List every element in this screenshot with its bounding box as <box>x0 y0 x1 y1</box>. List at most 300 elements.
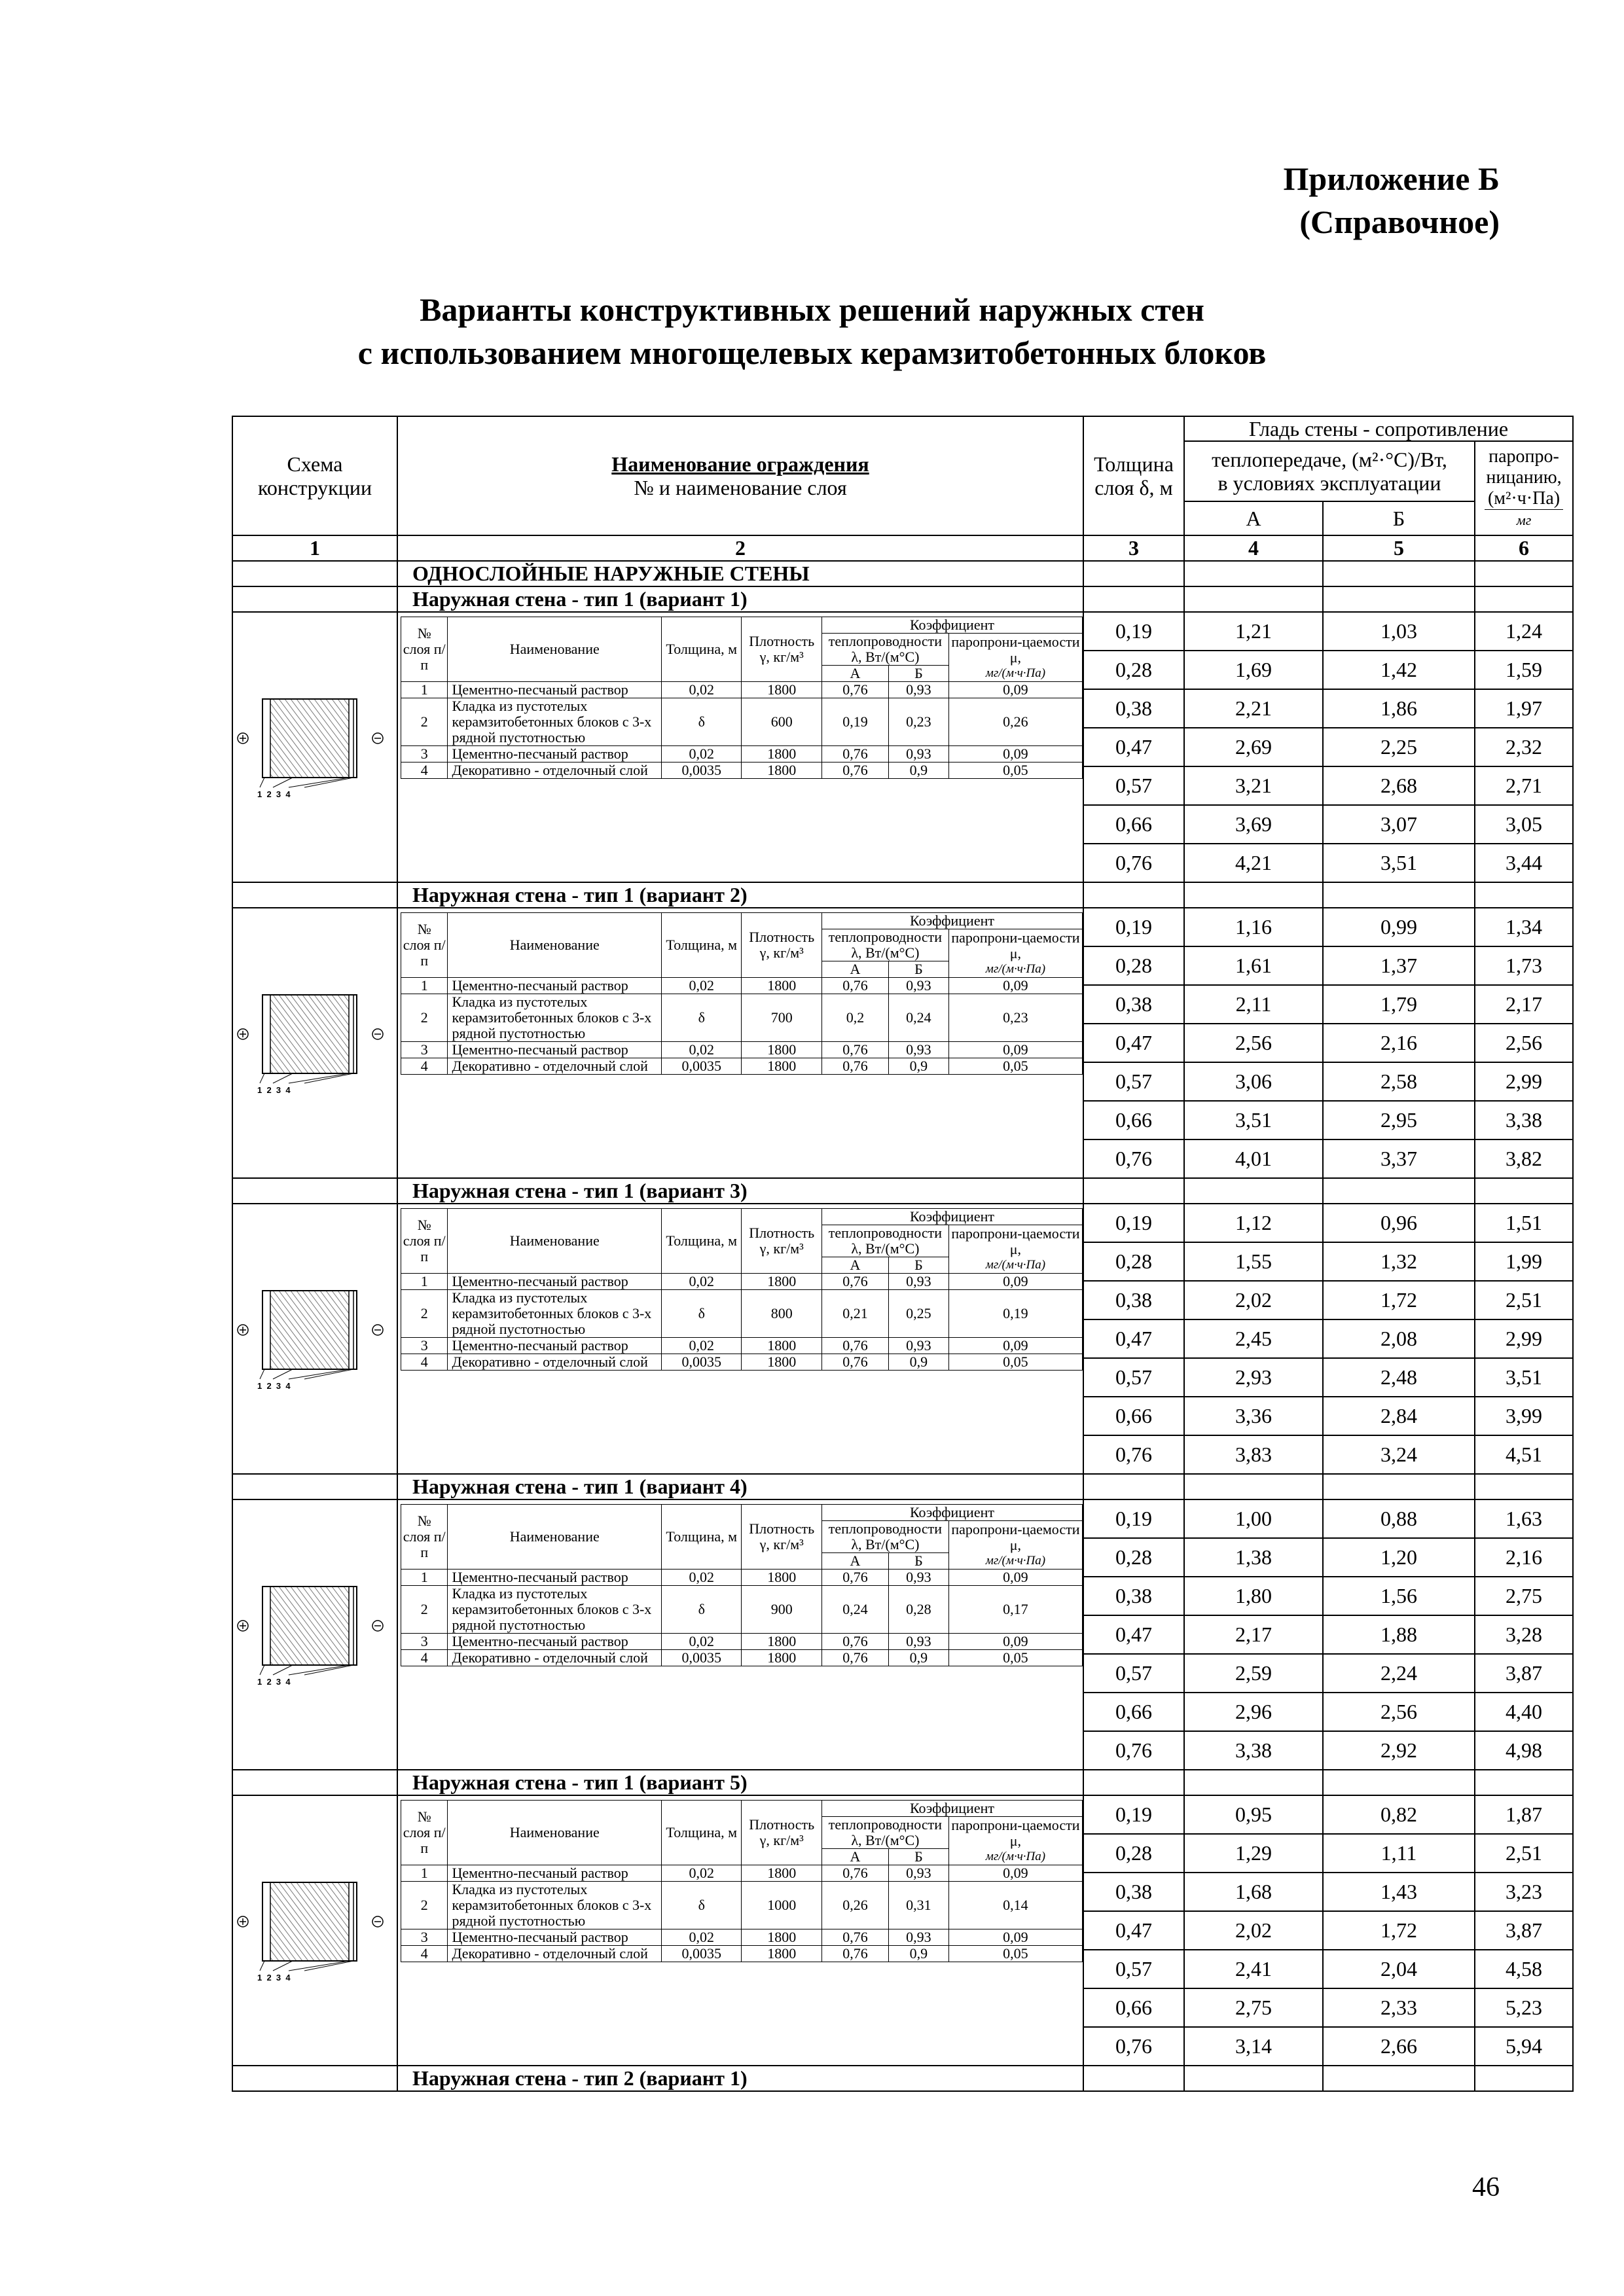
thickness-value: 0,28 <box>1083 1834 1184 1873</box>
layer-lambda-b: 0,93 <box>889 1865 949 1882</box>
layer-density: 1800 <box>742 978 821 994</box>
wall-schema <box>232 1795 397 2066</box>
thickness-value: 0,38 <box>1083 1281 1184 1319</box>
empty-cell <box>1323 2066 1475 2091</box>
thickness-value: 0,76 <box>1083 1731 1184 1770</box>
resistance-b-value: 2,92 <box>1323 1731 1475 1770</box>
layer-no: 4 <box>401 1946 448 1962</box>
layer-name: Цементно-песчаный раствор <box>448 682 662 698</box>
layer-density: 700 <box>742 994 821 1042</box>
header-schema: Схема конструкции <box>232 416 397 535</box>
layer-no: 1 <box>401 682 448 698</box>
header-vapor-label: паропро-ницанию, (м²·ч·Па) <box>1486 446 1562 509</box>
empty-cell <box>1184 1770 1323 1795</box>
layer-thickness: δ <box>662 1290 742 1338</box>
layer-mu: 0,09 <box>948 1929 1082 1946</box>
wall-schema-diagram <box>234 1863 396 1994</box>
layer-density: 1800 <box>742 1338 821 1354</box>
vapor-value: 3,87 <box>1475 1654 1573 1693</box>
vapor-value: 3,05 <box>1475 805 1573 844</box>
resistance-a-value: 2,45 <box>1184 1319 1323 1358</box>
mu-unit: мг/(м·ч·Па) <box>985 1553 1046 1568</box>
layers-header-a: А <box>821 961 888 978</box>
layer-density: 1800 <box>742 1946 821 1962</box>
value-row <box>232 1795 1573 1834</box>
layers-header-row <box>401 913 1083 929</box>
layers-header-lambda: теплопроводности λ, Вт/(м°С) <box>821 929 948 961</box>
layer-density: 1800 <box>742 1042 821 1058</box>
layers-header-a: А <box>821 666 888 682</box>
vapor-value: 1,51 <box>1475 1204 1573 1242</box>
resistance-a-value: 2,17 <box>1184 1615 1323 1654</box>
thickness-value: 0,28 <box>1083 1538 1184 1577</box>
layers-header-b: Б <box>889 1553 949 1570</box>
layer-row <box>401 762 1083 779</box>
resistance-a-value: 1,80 <box>1184 1577 1323 1615</box>
layers-header-row <box>401 1209 1083 1225</box>
layers-table <box>401 1504 1083 1666</box>
layers-header-thickness: Толщина, м <box>662 913 742 978</box>
layer-thickness: 0,0035 <box>662 1354 742 1371</box>
layer-name: Цементно-песчаный раствор <box>448 1865 662 1882</box>
empty-cell <box>1083 561 1184 586</box>
layer-name: Цементно-песчаный раствор <box>448 1634 662 1650</box>
layer-lambda-a: 0,76 <box>821 1570 888 1586</box>
thickness-value: 0,76 <box>1083 2027 1184 2066</box>
resistance-b-value: 2,66 <box>1323 2027 1475 2066</box>
layer-name: Декоративно - отделочный слой <box>448 1354 662 1371</box>
empty-cell <box>232 1770 397 1795</box>
resistance-a-value: 2,93 <box>1184 1358 1323 1397</box>
thickness-value: 0,38 <box>1083 689 1184 728</box>
vapor-value: 1,24 <box>1475 612 1573 651</box>
layers-header-a: А <box>821 1553 888 1570</box>
layer-lambda-b: 0,25 <box>889 1290 949 1338</box>
mu-unit: мг/(м·ч·Па) <box>985 1257 1046 1272</box>
layer-name: Кладка из пустотелых керамзитобетонных блоков с 3-х рядной пустотностью <box>448 1290 662 1338</box>
resistance-b-value: 0,82 <box>1323 1795 1475 1834</box>
variant-title-row <box>232 1770 1573 1795</box>
layer-mu: 0,09 <box>948 682 1082 698</box>
thickness-value: 0,76 <box>1083 844 1184 882</box>
layer-thickness: 0,02 <box>662 682 742 698</box>
thickness-value: 0,47 <box>1083 1319 1184 1358</box>
resistance-a-value: 1,00 <box>1184 1499 1323 1538</box>
resistance-b-value: 1,72 <box>1323 1911 1475 1950</box>
thickness-value: 0,57 <box>1083 1062 1184 1101</box>
value-row <box>232 612 1573 651</box>
layers-header-density: Плотность γ, кг/м³ <box>742 913 821 978</box>
variant-title-row <box>232 586 1573 612</box>
value-row <box>232 1499 1573 1538</box>
layer-no: 2 <box>401 1882 448 1929</box>
resistance-b-value: 1,88 <box>1323 1615 1475 1654</box>
page-title-line-2: с использованием многощелевых керамзитобетонных блоков <box>357 334 1267 371</box>
layer-name: Цементно-песчаный раствор <box>448 1274 662 1290</box>
layer-row <box>401 1634 1083 1650</box>
resistance-b-value: 1,56 <box>1323 1577 1475 1615</box>
layer-numbers-label: 1 2 3 4 <box>257 789 291 799</box>
resistance-a-value: 1,12 <box>1184 1204 1323 1242</box>
layers-header-coef: Коэффициент <box>821 617 1082 634</box>
resistance-b-value: 1,03 <box>1323 612 1475 651</box>
vapor-value: 1,34 <box>1475 908 1573 946</box>
layer-mu: 0,05 <box>948 1650 1082 1666</box>
layer-lambda-a: 0,76 <box>821 978 888 994</box>
wall-schema-diagram <box>234 679 396 810</box>
col-number: 3 <box>1083 535 1184 561</box>
layers-cell <box>397 1795 1083 2066</box>
layers-header-name: Наименование <box>448 1209 662 1274</box>
layer-no: 3 <box>401 1929 448 1946</box>
layer-row <box>401 1042 1083 1058</box>
layer-row <box>401 1338 1083 1354</box>
layer-no: 3 <box>401 746 448 762</box>
header-thickness: Толщина слоя δ, м <box>1083 416 1184 535</box>
layer-lambda-b: 0,93 <box>889 1929 949 1946</box>
layer-lambda-a: 0,76 <box>821 1865 888 1882</box>
layer-thickness: 0,02 <box>662 1929 742 1946</box>
resistance-b-value: 1,86 <box>1323 689 1475 728</box>
layer-density: 1800 <box>742 682 821 698</box>
resistance-b-value: 3,37 <box>1323 1139 1475 1178</box>
layer-no: 3 <box>401 1634 448 1650</box>
layer-row <box>401 746 1083 762</box>
appendix-label: Приложение Б <box>1283 160 1500 197</box>
resistance-a-value: 1,68 <box>1184 1873 1323 1911</box>
layer-mu: 0,09 <box>948 978 1082 994</box>
empty-cell <box>1083 586 1184 612</box>
resistance-a-value: 3,06 <box>1184 1062 1323 1101</box>
layer-lambda-a: 0,76 <box>821 1650 888 1666</box>
resistance-a-value: 2,21 <box>1184 689 1323 728</box>
col-number: 4 <box>1184 535 1323 561</box>
empty-cell <box>1475 1178 1573 1204</box>
layers-header-name: Наименование <box>448 617 662 682</box>
layer-mu: 0,09 <box>948 746 1082 762</box>
resistance-b-value: 1,32 <box>1323 1242 1475 1281</box>
resistance-b-value: 1,37 <box>1323 946 1475 985</box>
wall-schema <box>232 908 397 1178</box>
resistance-a-value: 2,41 <box>1184 1950 1323 1988</box>
section-row <box>232 561 1573 586</box>
layer-row <box>401 1354 1083 1371</box>
resistance-b-value: 1,42 <box>1323 651 1475 689</box>
layer-lambda-a: 0,76 <box>821 1338 888 1354</box>
thickness-value: 0,66 <box>1083 1101 1184 1139</box>
resistance-b-value: 0,99 <box>1323 908 1475 946</box>
thickness-value: 0,57 <box>1083 1654 1184 1693</box>
thickness-value: 0,38 <box>1083 1873 1184 1911</box>
layer-lambda-a: 0,76 <box>821 1042 888 1058</box>
layer-density: 1800 <box>742 1274 821 1290</box>
resistance-a-value: 1,61 <box>1184 946 1323 985</box>
layers-table <box>401 1208 1083 1371</box>
empty-cell <box>1475 561 1573 586</box>
layer-no: 1 <box>401 978 448 994</box>
layers-header-thickness: Толщина, м <box>662 617 742 682</box>
layer-thickness: 0,0035 <box>662 1650 742 1666</box>
layer-lambda-a: 0,2 <box>821 994 888 1042</box>
layers-cell <box>397 1204 1083 1474</box>
layer-lambda-a: 0,76 <box>821 1946 888 1962</box>
resistance-a-value: 2,11 <box>1184 985 1323 1024</box>
layer-mu: 0,09 <box>948 1570 1082 1586</box>
resistance-a-value: 1,55 <box>1184 1242 1323 1281</box>
layers-header-row <box>401 1505 1083 1521</box>
layer-density: 1800 <box>742 1570 821 1586</box>
layer-thickness: 0,02 <box>662 1042 742 1058</box>
layer-numbers-label: 1 2 3 4 <box>257 1380 291 1391</box>
layers-header-mu <box>948 929 1082 978</box>
vapor-value: 2,51 <box>1475 1834 1573 1873</box>
layer-density: 900 <box>742 1586 821 1634</box>
resistance-a-value: 2,75 <box>1184 1988 1323 2027</box>
empty-cell <box>1475 1770 1573 1795</box>
col-number: 5 <box>1323 535 1475 561</box>
layer-lambda-a: 0,76 <box>821 1634 888 1650</box>
layer-no: 2 <box>401 698 448 746</box>
resistance-a-value: 2,69 <box>1184 728 1323 766</box>
resistance-b-value: 2,04 <box>1323 1950 1475 1988</box>
layer-thickness: 0,0035 <box>662 1058 742 1075</box>
resistance-b-value: 2,48 <box>1323 1358 1475 1397</box>
mu-label: паропрони-цаемости μ, <box>951 929 1080 961</box>
layer-lambda-b: 0,9 <box>889 1650 949 1666</box>
resistance-a-value: 1,29 <box>1184 1834 1323 1873</box>
empty-cell <box>1323 1474 1475 1499</box>
mu-unit: мг/(м·ч·Па) <box>985 961 1046 976</box>
layer-lambda-b: 0,9 <box>889 1354 949 1371</box>
header-conditions: в условиях эксплуатации <box>1218 471 1441 495</box>
layers-header-row <box>401 1801 1083 1817</box>
resistance-a-value: 1,69 <box>1184 651 1323 689</box>
layer-row <box>401 1274 1083 1290</box>
layers-table <box>401 617 1083 779</box>
header-name <box>397 416 1083 535</box>
layer-mu: 0,26 <box>948 698 1082 746</box>
resistance-b-value: 2,16 <box>1323 1024 1475 1062</box>
empty-cell <box>1475 882 1573 908</box>
layers-header-row <box>401 617 1083 634</box>
layer-density: 600 <box>742 698 821 746</box>
layers-header-coef: Коэффициент <box>821 1505 1082 1521</box>
vapor-value: 1,87 <box>1475 1795 1573 1834</box>
resistance-b-value: 0,88 <box>1323 1499 1475 1538</box>
thickness-value: 0,66 <box>1083 805 1184 844</box>
layer-mu: 0,19 <box>948 1290 1082 1338</box>
layer-no: 4 <box>401 1058 448 1075</box>
layer-lambda-b: 0,9 <box>889 1058 949 1075</box>
vapor-value: 2,51 <box>1475 1281 1573 1319</box>
layer-lambda-b: 0,93 <box>889 1274 949 1290</box>
resistance-a-value: 1,21 <box>1184 612 1323 651</box>
empty-cell <box>232 1178 397 1204</box>
layer-lambda-b: 0,31 <box>889 1882 949 1929</box>
layer-row <box>401 682 1083 698</box>
layers-cell <box>397 612 1083 882</box>
layer-name: Цементно-песчаный раствор <box>448 746 662 762</box>
empty-cell <box>1184 882 1323 908</box>
empty-cell <box>1083 1770 1184 1795</box>
layer-row <box>401 1929 1083 1946</box>
layers-header-b: Б <box>889 1849 949 1865</box>
empty-cell <box>1184 561 1323 586</box>
layer-mu: 0,09 <box>948 1865 1082 1882</box>
layer-no: 3 <box>401 1338 448 1354</box>
resistance-a-value: 1,38 <box>1184 1538 1323 1577</box>
vapor-value: 3,38 <box>1475 1101 1573 1139</box>
layer-thickness: 0,02 <box>662 746 742 762</box>
wall-schema-diagram <box>234 975 396 1106</box>
layer-density: 1800 <box>742 1634 821 1650</box>
resistance-b-value: 1,72 <box>1323 1281 1475 1319</box>
mu-label: паропрони-цаемости μ, <box>951 633 1080 666</box>
variant-title: Наружная стена - тип 1 (вариант 5) <box>397 1770 1083 1795</box>
vapor-value: 4,98 <box>1475 1731 1573 1770</box>
vapor-value: 2,99 <box>1475 1062 1573 1101</box>
layer-mu: 0,17 <box>948 1586 1082 1634</box>
layer-no: 4 <box>401 1354 448 1371</box>
layer-lambda-b: 0,93 <box>889 1042 949 1058</box>
layers-header-coef: Коэффициент <box>821 1801 1082 1817</box>
thickness-value: 0,66 <box>1083 1693 1184 1731</box>
layers-table <box>401 912 1083 1075</box>
layer-mu: 0,23 <box>948 994 1082 1042</box>
variant-title: Наружная стена - тип 1 (вариант 2) <box>397 882 1083 908</box>
layers-header-mu <box>948 1521 1082 1570</box>
vapor-value: 5,94 <box>1475 2027 1573 2066</box>
layers-header-density: Плотность γ, кг/м³ <box>742 617 821 682</box>
empty-cell <box>1475 1474 1573 1499</box>
vapor-value: 1,59 <box>1475 651 1573 689</box>
layers-header-mu <box>948 634 1082 682</box>
resistance-a-value: 2,59 <box>1184 1654 1323 1693</box>
layer-row <box>401 1946 1083 1962</box>
resistance-a-value: 2,96 <box>1184 1693 1323 1731</box>
layers-header-b: Б <box>889 666 949 682</box>
empty-cell <box>232 882 397 908</box>
thickness-value: 0,28 <box>1083 651 1184 689</box>
layer-lambda-b: 0,93 <box>889 682 949 698</box>
empty-cell <box>1184 1178 1323 1204</box>
layers-cell <box>397 908 1083 1178</box>
resistance-a-value: 2,02 <box>1184 1281 1323 1319</box>
layer-lambda-a: 0,76 <box>821 1929 888 1946</box>
layer-row <box>401 1650 1083 1666</box>
vapor-value: 2,99 <box>1475 1319 1573 1358</box>
resistance-a-value: 4,01 <box>1184 1139 1323 1178</box>
layer-lambda-b: 0,93 <box>889 1338 949 1354</box>
layer-name: Цементно-песчаный раствор <box>448 1338 662 1354</box>
resistance-b-value: 2,08 <box>1323 1319 1475 1358</box>
layers-header-density: Плотность γ, кг/м³ <box>742 1505 821 1570</box>
resistance-b-value: 2,56 <box>1323 1693 1475 1731</box>
page-number: 46 <box>1472 2172 1500 2202</box>
layer-numbers-label: 1 2 3 4 <box>257 1676 291 1687</box>
vapor-value: 2,75 <box>1475 1577 1573 1615</box>
layers-header-no: № слоя п/п <box>401 913 448 978</box>
layers-header-density: Плотность γ, кг/м³ <box>742 1801 821 1865</box>
vapor-value: 1,73 <box>1475 946 1573 985</box>
resistance-b-value: 1,79 <box>1323 985 1475 1024</box>
thickness-value: 0,28 <box>1083 1242 1184 1281</box>
thickness-value: 0,47 <box>1083 1615 1184 1654</box>
vapor-value: 3,44 <box>1475 844 1573 882</box>
thickness-value: 0,57 <box>1083 1950 1184 1988</box>
layer-density: 1800 <box>742 1929 821 1946</box>
wall-schema <box>232 1204 397 1474</box>
layer-no: 2 <box>401 1586 448 1634</box>
empty-cell <box>1475 2066 1573 2091</box>
thickness-value: 0,38 <box>1083 1577 1184 1615</box>
layers-header-no: № слоя п/п <box>401 617 448 682</box>
layer-row <box>401 1290 1083 1338</box>
layer-name: Цементно-песчаный раствор <box>448 1042 662 1058</box>
empty-cell <box>1184 2066 1323 2091</box>
resistance-a-value: 3,83 <box>1184 1435 1323 1474</box>
table-header-row <box>232 416 1573 441</box>
thickness-value: 0,57 <box>1083 766 1184 805</box>
empty-cell <box>1184 1474 1323 1499</box>
layer-mu: 0,09 <box>948 1042 1082 1058</box>
layer-thickness: 0,02 <box>662 1274 742 1290</box>
thickness-value: 0,19 <box>1083 612 1184 651</box>
layer-numbers-label: 1 2 3 4 <box>257 1085 291 1095</box>
layers-header-lambda: теплопроводности λ, Вт/(м°С) <box>821 1817 948 1849</box>
vapor-value: 2,32 <box>1475 728 1573 766</box>
vapor-value: 4,40 <box>1475 1693 1573 1731</box>
resistance-a-value: 2,56 <box>1184 1024 1323 1062</box>
layer-thickness: δ <box>662 1586 742 1634</box>
layer-name: Кладка из пустотелых керамзитобетонных блоков с 3-х рядной пустотностью <box>448 698 662 746</box>
mu-label: паропрони-цаемости μ, <box>951 1225 1080 1257</box>
resistance-a-value: 4,21 <box>1184 844 1323 882</box>
layers-header-lambda: теплопроводности λ, Вт/(м°С) <box>821 1225 948 1257</box>
thickness-value: 0,47 <box>1083 1024 1184 1062</box>
col-number: 2 <box>397 535 1083 561</box>
empty-cell <box>1323 586 1475 612</box>
layer-row <box>401 978 1083 994</box>
layers-header-name: Наименование <box>448 1801 662 1865</box>
resistance-b-value: 3,51 <box>1323 844 1475 882</box>
layer-lambda-a: 0,76 <box>821 1274 888 1290</box>
empty-cell <box>232 561 397 586</box>
layer-row <box>401 698 1083 746</box>
layer-name: Декоративно - отделочный слой <box>448 1058 662 1075</box>
layer-lambda-b: 0,93 <box>889 746 949 762</box>
section-title: ОДНОСЛОЙНЫЕ НАРУЖНЫЕ СТЕНЫ <box>397 561 1083 586</box>
layer-lambda-a: 0,76 <box>821 1058 888 1075</box>
layer-mu: 0,05 <box>948 1354 1082 1371</box>
vapor-value: 4,58 <box>1475 1950 1573 1988</box>
header-name-sub: № и наименование слоя <box>634 476 847 499</box>
layer-lambda-a: 0,24 <box>821 1586 888 1634</box>
col-number: 1 <box>232 535 397 561</box>
layers-header-mu <box>948 1225 1082 1274</box>
layer-no: 1 <box>401 1570 448 1586</box>
header-name-title: Наименование ограждения <box>611 452 869 476</box>
layer-thickness: 0,02 <box>662 1570 742 1586</box>
column-numbers-row <box>232 535 1573 561</box>
empty-cell <box>232 1474 397 1499</box>
layers-header-mu <box>948 1817 1082 1865</box>
vapor-value: 5,23 <box>1475 1988 1573 2027</box>
layer-mu: 0,05 <box>948 1058 1082 1075</box>
empty-cell <box>1323 561 1475 586</box>
layers-header-thickness: Толщина, м <box>662 1801 742 1865</box>
thickness-value: 0,66 <box>1083 1988 1184 2027</box>
